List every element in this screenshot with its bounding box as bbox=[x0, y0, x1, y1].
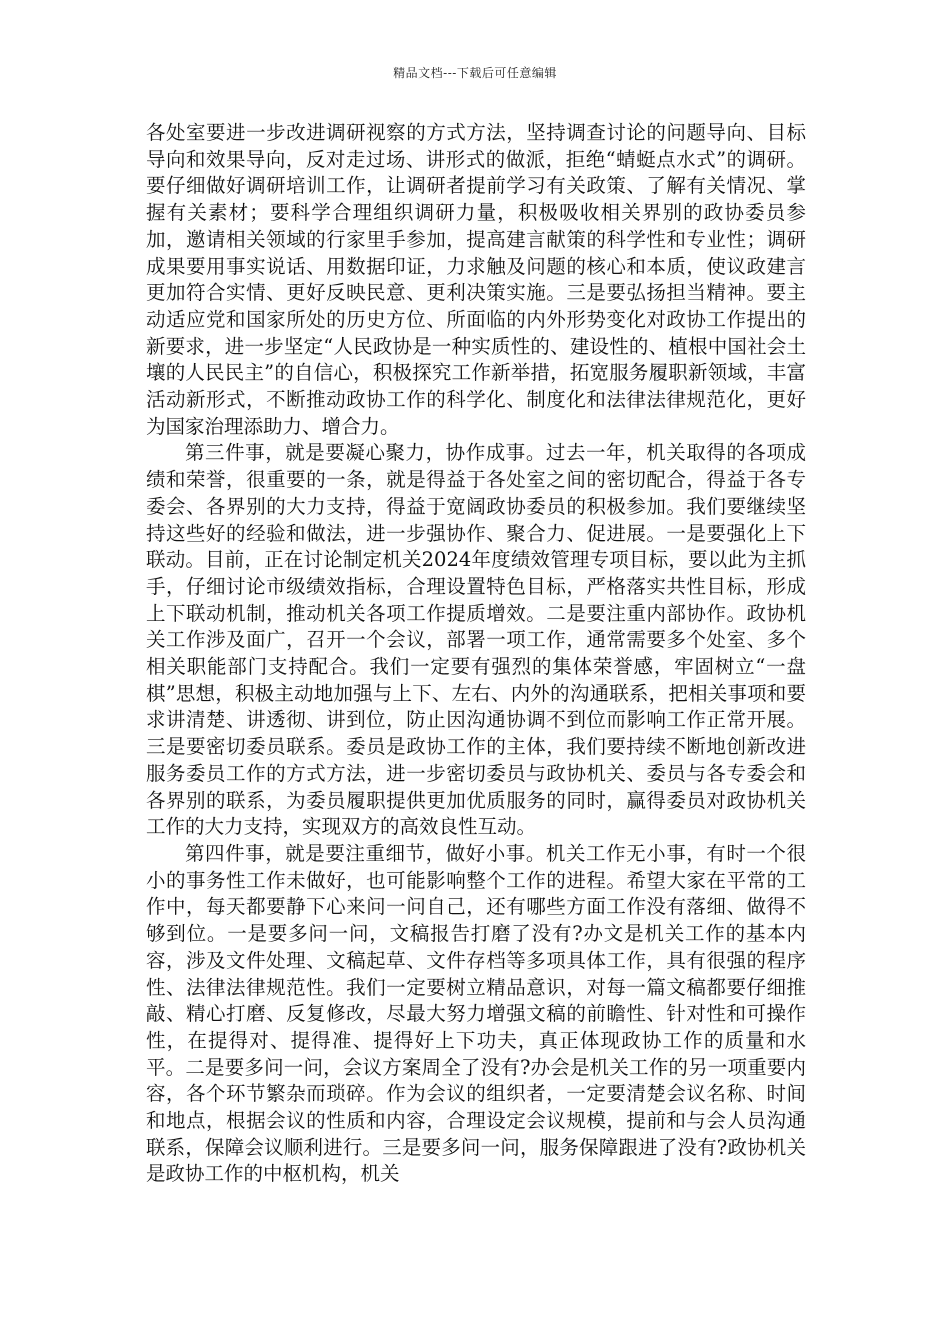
paragraph-fourth-item: 第四件事，就是要注重细节，做好小事。机关工作无小事，有时一个很小的事务性工作未做好，也可能影响整个工作的进程。希望大家在平常的工作中，每天都要静下心来问一问自己，还有哪些方面工作没有落细、做得不够到位。一是要多问一问，文稿报告打磨了没有?办文是机关工作的基本内容，涉及文件处理、文稿起草、文件存档等多项具体工作，具有很强的程序性、法律法律规范性。我们一定要树立精品意识，对每一篇文稿都要仔细推敲、精心打磨、反复修改，尽最大努力增强文稿的前瞻性、针对性和可操作性，在提得对、提得准、提得好上下功夫，真正体现政协工作的质量和水平。二是要多问一问，会议方案周全了没有?办会是机关工作的另一项重要内容，各个环节繁杂而琐碎。作为会议的组织者，一定要清楚会议名称、时间和地点，根据会议的性质和内容，合理设定会议规模，提前和与会人员沟通联系，保障会议顺利进行。三是要多问一问，服务保障跟进了没有?政协机关是政协工作的中枢机构，机关 bbox=[146, 841, 806, 1186]
page-header: 精品文档---下载后可任意编辑 bbox=[393, 66, 557, 80]
paragraph-third-item: 第三件事，就是要凝心聚力，协作成事。过去一年，机关取得的各项成绩和荣誉，很重要的一条，就是得益于各处室之间的密切配合，得益于各专委会、各界别的大力支持，得益于宽阔政协委员的积极参加。我们要继续坚持这些好的经验和做法，进一步强协作、聚合力、促进展。一是要强化上下联动。目前，正在讨论制定机关2024年度绩效管理专项目标，要以此为主抓手，仔细讨论市级绩效指标，合理设置特色目标，严格落实共性目标，形成上下联动机制，推动机关各项工作提质增效。二是要注重内部协作。政协机关工作涉及面广，召开一个会议，部署一项工作，通常需要多个处室、多个相关职能部门支持配合。我们一定要有强烈的集体荣誉感，牢固树立“一盘棋”思想，积极主动地加强与上下、左右、内外的沟通联系，把相关事项和要求讲清楚、讲透彻、讲到位，防止因沟通协调不到位而影响工作正常开展。三是要密切委员联系。委员是政协工作的主体，我们要持续不断地创新改进服务委员工作的方式方法，进一步密切委员与政协机关、委员与各专委会和各界别的联系，为委员履职提供更加优质服务的同时，赢得委员对政协机关工作的大力支持，实现双方的高效良性互动。 bbox=[146, 441, 806, 839]
document-body bbox=[146, 120, 806, 1188]
paragraph-continuation: 各处室要进一步改进调研视察的方式方法，坚持调查讨论的问题导向、目标导向和效果导向，反对走过场、讲形式的做派，拒绝“蜻蜓点水式”的调研。要仔细做好调研培训工作，让调研者提前学习有关政策、了解有关情况、掌握有关素材；要科学合理组织调研力量，积极吸收相关界别的政协委员参加，邀请相关领域的行家里手参加，提高建言献策的科学性和专业性；调研成果要用事实说话、用数据印证，力求触及问题的核心和本质，使议政建言更加符合实情、更好反映民意、更利决策实施。三是要弘扬担当精神。要主动适应党和国家所处的历史方位、所面临的内外形势变化对政协工作提出的新要求，进一步坚定“人民政协是一种实质性的、建设性的、植根中国社会土壤的人民民主”的自信心，积极探究工作新举措，拓宽服务履职新领域，丰富活动新形式，不断推动政协工作的科学化、制度化和法律法律规范化，更好为国家治理添助力、增合力。 bbox=[146, 121, 806, 438]
